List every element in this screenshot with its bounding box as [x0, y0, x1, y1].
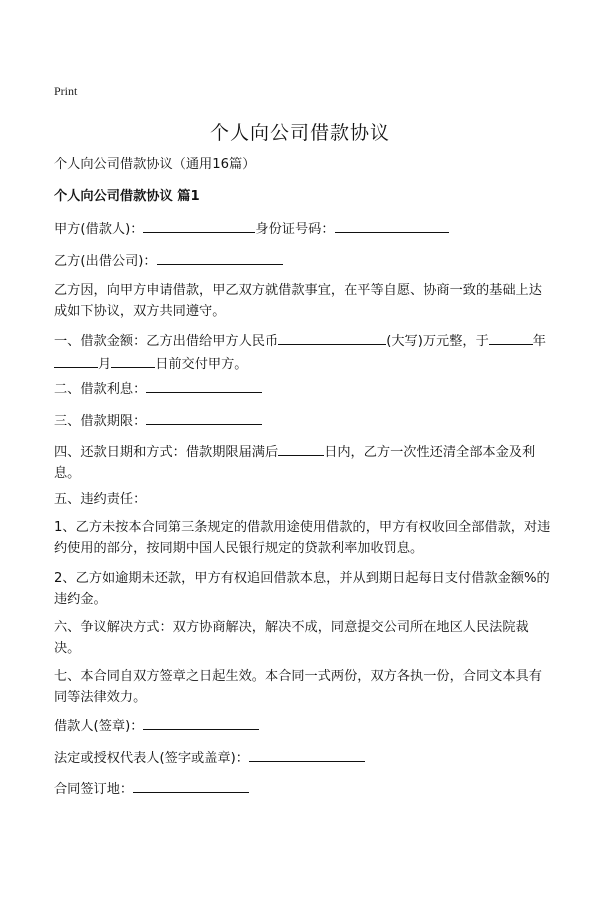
clause-6: 六、争议解决方式：双方协商解决，解决不成，同意提交公司所在地区人民法院裁决。 — [54, 620, 529, 656]
sign-place-blank — [133, 777, 249, 793]
section-heading: 个人向公司借款协议 篇1 — [54, 189, 200, 204]
party-b-line — [54, 249, 554, 272]
legal-rep-blank — [249, 746, 365, 762]
repay-days-blank — [278, 440, 324, 456]
party-a-label: 甲方(借款人)： — [54, 222, 144, 237]
sign-place-line — [54, 777, 554, 800]
clause-1-text-c: 日前交付甲方。 — [155, 357, 248, 372]
clause-3 — [54, 409, 554, 432]
clause-5-item-2: 2、乙方如逾期未还款，甲方有权追回借款本息，并从到期日起每日支付借款金额%的违约金。 — [54, 571, 550, 607]
clause-5-item-1: 1、乙方未按本合同第三条规定的借款用途使用借款的，甲方有权收回全部借款，对违约使用的部分，按同期中国人民银行规定的贷款利率加收罚息。 — [54, 520, 551, 556]
sign-place-label: 合同签订地： — [54, 782, 134, 797]
term-blank — [146, 409, 262, 425]
year-blank — [489, 329, 533, 345]
clause-2-label: 二、借款利息： — [54, 382, 147, 397]
party-b-label: 乙方(出借公司)： — [54, 254, 157, 269]
clause-1-year: 年 — [532, 334, 546, 349]
interest-blank — [146, 377, 262, 393]
party-a-blank — [143, 217, 255, 233]
print-link[interactable]: Print — [54, 84, 78, 98]
clause-4 — [54, 440, 554, 484]
intro-paragraph: 乙方因，向甲方申请借款，甲乙双方就借款事宜，在平等自愿、协商一致的基础上达成如下协议，双方共同遵守。 — [54, 283, 542, 319]
party-a-line — [54, 217, 554, 240]
clause-1-text-b: (大写)万元整，于 — [386, 334, 489, 349]
clause-1-text-a: 一、借款金额：乙方出借给甲方人民币 — [54, 334, 279, 349]
month-blank — [54, 352, 98, 368]
borrower-sign-line — [54, 714, 554, 737]
document-title: 个人向公司借款协议 — [209, 122, 390, 144]
id-number-label: 身份证号码： — [255, 222, 335, 237]
document-subtitle: 个人向公司借款协议（通用16篇） — [54, 157, 256, 172]
day-blank — [111, 352, 155, 368]
clause-1-month: 月 — [98, 357, 112, 372]
legal-rep-line — [54, 746, 554, 769]
clause-2 — [54, 377, 554, 400]
id-number-blank — [335, 217, 449, 233]
clause-7: 七、本合同自双方签章之日起生效。本合同一式两份，双方各执一份，合同文本具有同等法律效力。 — [54, 669, 542, 705]
legal-rep-label: 法定或授权代表人(签字或盖章)： — [54, 751, 249, 766]
borrower-sign-label: 借款人(签章)： — [54, 719, 144, 734]
loan-amount-blank — [278, 329, 386, 345]
party-b-blank — [157, 249, 283, 265]
clause-4-text-a: 四、还款日期和方式：借款期限届满后 — [54, 445, 279, 460]
clause-1 — [54, 329, 554, 375]
clause-5-heading: 五、违约责任： — [54, 492, 147, 507]
clause-4-text-b: 日内，乙方一次性还清全部本金及利息。 — [54, 445, 536, 481]
borrower-sign-blank — [143, 714, 259, 730]
clause-3-label: 三、借款期限： — [54, 414, 147, 429]
